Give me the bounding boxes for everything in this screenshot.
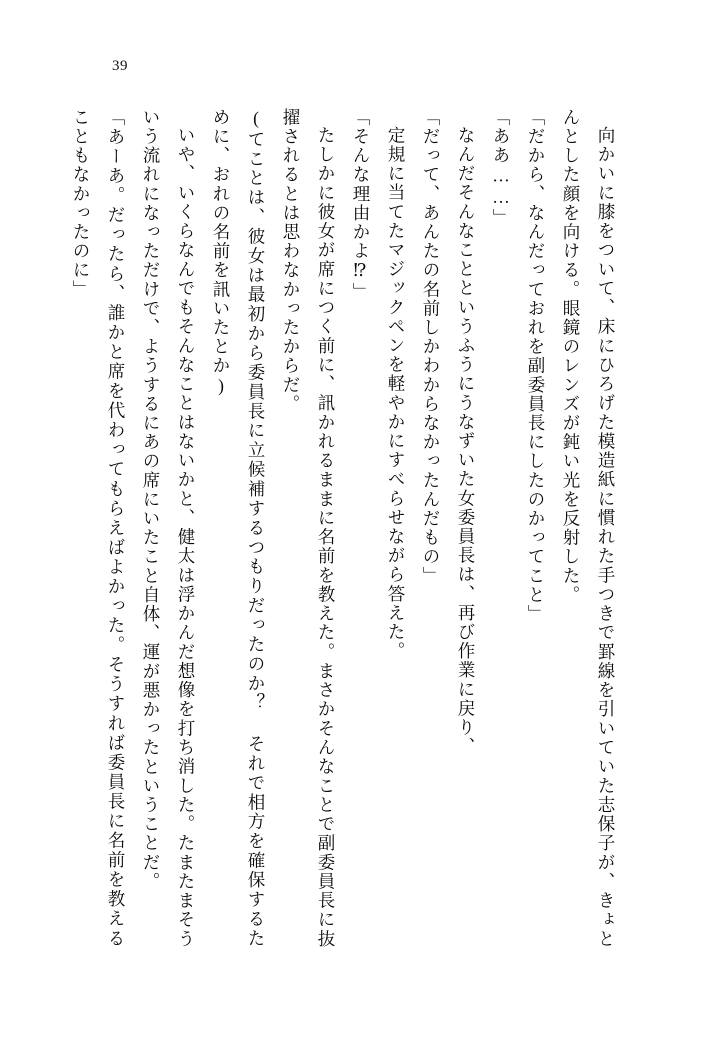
paragraph: なんだそんなことというふうにうなずいた女委員長は、再び作業に戻り、: [456, 125, 476, 756]
paragraph: 「あーあ。だったら、誰かと席を代わってもらえばよかった。そうすれば委員長に名前を教えることもなかったのに」: [71, 108, 126, 948]
paragraph: 定規に当てたマジックペンを軽やかにすべらせながら答えた。: [386, 125, 406, 661]
paragraph: 「だから、なんだっておれを副委員長にしたのかってこと」: [526, 108, 546, 624]
paragraph: 「だって、あんたの名前しかわからなかったんだもの」: [421, 108, 441, 586]
paragraph: (てことは、彼女は最初から委員長に立候補するつもりだったのか？ それで相方を確保するために、おれの名前を訊いたとか): [211, 108, 266, 948]
paragraph: いや、いくらなんでもそんなことはないかと、健太は浮かんだ想像を打ち消した。たまたまそういう流れになっただけで、ようするにあの席にいたこと自体、運が悪かったということだ。: [141, 108, 196, 948]
page-body-text: [63, 108, 623, 948]
page-number: 39: [112, 58, 128, 74]
paragraph: 向かいに膝をついて、床にひろげた模造紙に慣れた手つきで罫線を引いていた志保子が、きょとんとした顔を向ける。眼鏡のレンズが鈍い光を反射した。: [561, 108, 616, 948]
paragraph: 「ああ……」: [491, 108, 511, 228]
paragraph: 「そんな理由かよ⁉」: [351, 108, 371, 302]
paragraph: たしかに彼女が席につく前に、訊かれるままに名前を教えた。まさかそんなことで副委員長に抜擢されるとは思わなかったからだ。: [281, 108, 336, 948]
